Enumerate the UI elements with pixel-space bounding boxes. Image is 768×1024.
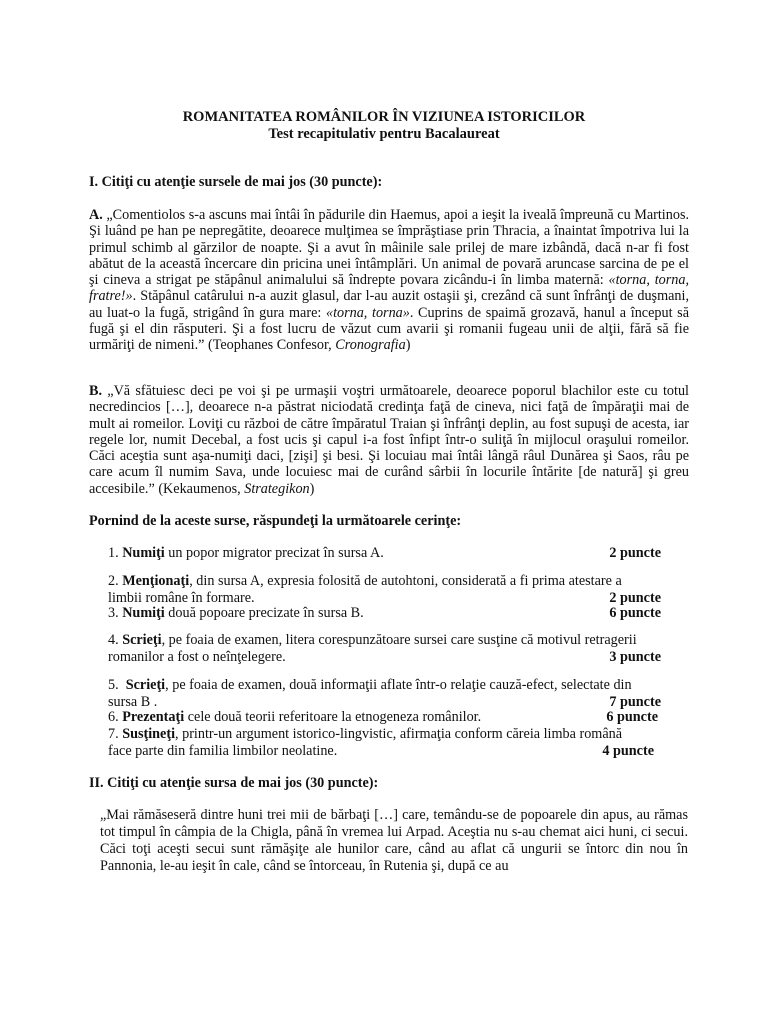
question-num: 4.	[108, 632, 119, 648]
question-verb: Menţionaţi	[122, 573, 190, 589]
question-text-cont: sursa B .	[108, 693, 158, 710]
page-title: ROMANITATEA ROMÂNILOR ÎN VIZIUNEA ISTORICILOR	[182, 109, 586, 125]
question-3	[108, 605, 661, 622]
question-points: 7 puncte	[609, 693, 661, 710]
source-b-text-2: )	[309, 480, 315, 497]
question-text-cont: limbii române în formare.	[108, 589, 255, 606]
question-num: 7.	[108, 726, 119, 742]
question-4	[108, 632, 661, 665]
question-text: , printr-un argument istorico-lingvistic, afirmaţia conform căreia limba română	[175, 726, 623, 742]
question-text: două popoare precizate în sursa B.	[164, 605, 364, 621]
question-7	[108, 726, 654, 759]
question-num: 3.	[108, 605, 119, 621]
source-a-italic-2: «torna, torna»	[325, 304, 410, 321]
question-text: un popor migrator precizat în sursa A.	[164, 545, 384, 561]
question-text-cont: romanilor a fost o neînţelegere.	[108, 648, 286, 665]
question-text: cele două teorii referitoare la etnogeneza românilor.	[184, 709, 482, 725]
source-a-italic-1: «torna, torna, fratre!»	[89, 272, 689, 305]
question-num: 5.	[108, 677, 119, 693]
question-verb: Scrieţi	[122, 632, 162, 648]
question-num: 6.	[108, 709, 119, 725]
question-points: 6 puncte	[609, 605, 661, 621]
question-points: 4 puncte	[602, 742, 654, 759]
instructions: Pornind de la aceste surse, răspundeţi la următoarele cerinţe:	[89, 513, 462, 529]
question-text: , din sursa A, expresia folosită de autohtoni, considerată a fi prima atestare a	[189, 573, 622, 589]
source-a-text-1: „Comentiolos s-a ascuns mai întâi în pădurile din Haemus, apoi a ieşit la iveală împreună cu Martinos. Şi luând pe han pe nepregătite, deoarece mulţimea se împrăştiase prin Thracia, a înaintat împotriva lui la primul schimb al gărzilor de noapte. Şi a avut în mâinile sale prilej de mare izbândă, dacă n-ar fi fost abătut de la această încercare din pricina unei întâmplări. Un animal de povară aruncase sarcina de pe el şi cineva a strigat pe stăpânul animalului să îndrepte povara zicându-i în limba maternă:	[89, 207, 690, 289]
question-verb: Scrieţi	[125, 677, 166, 693]
question-verb: Susţineţi	[122, 726, 176, 742]
section-1-heading: I. Citiţi cu atenţie sursele de mai jos (30 puncte):	[89, 174, 383, 190]
source-a	[89, 207, 689, 354]
question-num: 2.	[108, 573, 119, 589]
source-b-italic-1: Strategikon	[244, 480, 310, 497]
question-points: 3 puncte	[609, 648, 661, 665]
section-2-heading: II. Citiţi cu atenţie sursa de mai jos (30 puncte):	[89, 775, 379, 791]
source-b-text-1: „Vă sfătuiesc deci pe voi şi pe urmaşii voştri următoarele, deoarece poporul blachilor este cu totul necredincios […], deoarece n-a păstrat niciodată credinţa faţă de cineva, nici faţă de împăraţii mai de mult ai romeilor. Loviţi cu război de către împăratul Traian şi înfrânţi deplin, au fost supuşi de acesta, iar regele lor, numit Decebal, a fost ucis şi capul i-a fost înfipt într-o suliţă în mijlocul oraşului romeilor. Căci aceştia sunt aşa-numiţi daci, [zişi] şi besi. Şi locuiau mai întâi lângă râul Dunărea şi Saos, râu pe care acum îl numim Sava, unde locuiesc mai de curând sârbii în locurile întărite [de natură] şi greu accesibile.” (Kekaumenos,	[89, 383, 690, 497]
question-points: 2 puncte	[609, 589, 661, 606]
question-text: , pe foaia de examen, două informaţii aflate într-o relaţie cauză-efect, selectate din	[165, 677, 632, 693]
question-verb: Prezentaţi	[122, 709, 185, 725]
question-verb: Numiţi	[122, 605, 165, 621]
question-points: 6 puncte	[606, 709, 658, 725]
source-a-label: A.	[89, 207, 103, 223]
source-a-italic-3: Cronografia	[335, 337, 406, 354]
question-points: 2 puncte	[609, 545, 661, 561]
question-2	[108, 573, 661, 606]
question-text-cont: face parte din familia limbilor neolatine.	[108, 742, 338, 759]
question-1	[108, 545, 661, 562]
question-num: 1.	[108, 545, 119, 561]
page-subtitle: Test recapitulativ pentru Bacalaureat	[268, 126, 500, 142]
question-verb: Numiţi	[122, 545, 165, 561]
question-6	[108, 709, 658, 726]
source-a-text-3: . Cuprins de spaimă grozavă, hanul a început să fugă şi el din răsputeri. Şi a fost lucru de văzut cum avarii şi romanii fugeau unii de alţii, fără să fie urmăriţi de nimeni.” (Teophanes Confesor,	[89, 304, 689, 354]
source-b-label: B.	[89, 383, 103, 399]
source-c: „Mai rămăseseră dintre huni trei mii de bărbaţi […] care, temându-se de popoarele din apus, au rămas tot timpul în câmpia de la Chigla, până în vremea lui Arpad. Aceştia nu s-au chemat aici huni, ci secui. Căci toţi aceşti secui sunt rămăşiţe ale hunilor care, când au aflat că ungurii se întorc din nou în Pannonia, le-au ieşit în cale, când se întorceau, în Rutenia şi, după ce au	[100, 807, 688, 874]
question-5	[108, 677, 661, 710]
source-a-text-4: )	[405, 337, 411, 354]
source-a-text-2: . Stăpânul catârului n-a auzit glasul, dar l-au auzit ostaşii şi, crezând că sunt înfrânţi de duşmani, au luat-o la fugă, strigând în gura mare:	[89, 288, 689, 321]
source-b	[89, 383, 689, 497]
question-text: , pe foaia de examen, litera corespunzătoare sursei care susţine că motivul retragerii	[161, 632, 637, 648]
